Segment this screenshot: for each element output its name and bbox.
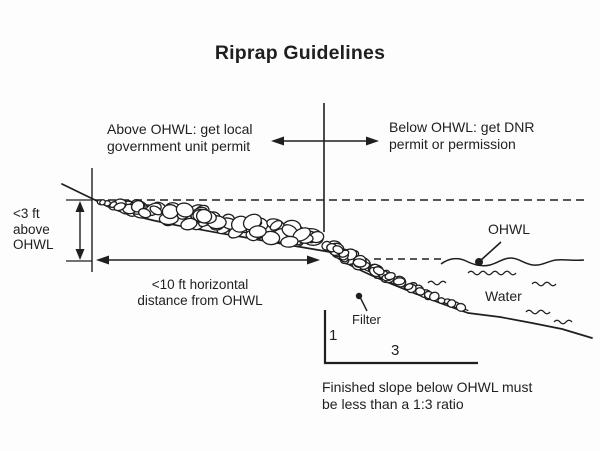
water-ripple bbox=[468, 271, 516, 275]
slope-ratio-bracket bbox=[325, 310, 478, 363]
filter-pointer-line bbox=[360, 297, 367, 311]
ratio-run-label: 3 bbox=[391, 342, 400, 359]
ohwl-label: OHWL bbox=[488, 221, 530, 237]
height-dimension-arrow bbox=[66, 200, 92, 261]
ratio-rise-label: 1 bbox=[329, 327, 338, 344]
above-ohwl-note: Above OHWL: get local government unit permit bbox=[107, 121, 253, 154]
diagram-title: Riprap Guidelines bbox=[214, 42, 386, 64]
distance-limit-label: <10 ft horizontal distance from OHWL bbox=[137, 277, 263, 308]
ohwl-pointer-line bbox=[480, 242, 501, 261]
water-ripple bbox=[526, 310, 550, 314]
water-ripple bbox=[532, 282, 556, 286]
filter-label: Filter bbox=[352, 312, 381, 327]
finished-slope-note: Finished slope below OHWL must be less than a 1:3 ratio bbox=[322, 379, 533, 412]
below-ohwl-note: Below OHWL: get DNR permit or permission bbox=[389, 119, 535, 152]
height-limit-label: <3 ft above OHWL bbox=[13, 206, 54, 252]
water-ripple bbox=[554, 320, 572, 324]
water-label: Water bbox=[485, 288, 522, 304]
water-surface-line bbox=[441, 258, 584, 266]
distance-dimension-arrow bbox=[96, 256, 320, 265]
water-ripple bbox=[428, 281, 446, 285]
permit-zone-arrows bbox=[271, 137, 379, 146]
